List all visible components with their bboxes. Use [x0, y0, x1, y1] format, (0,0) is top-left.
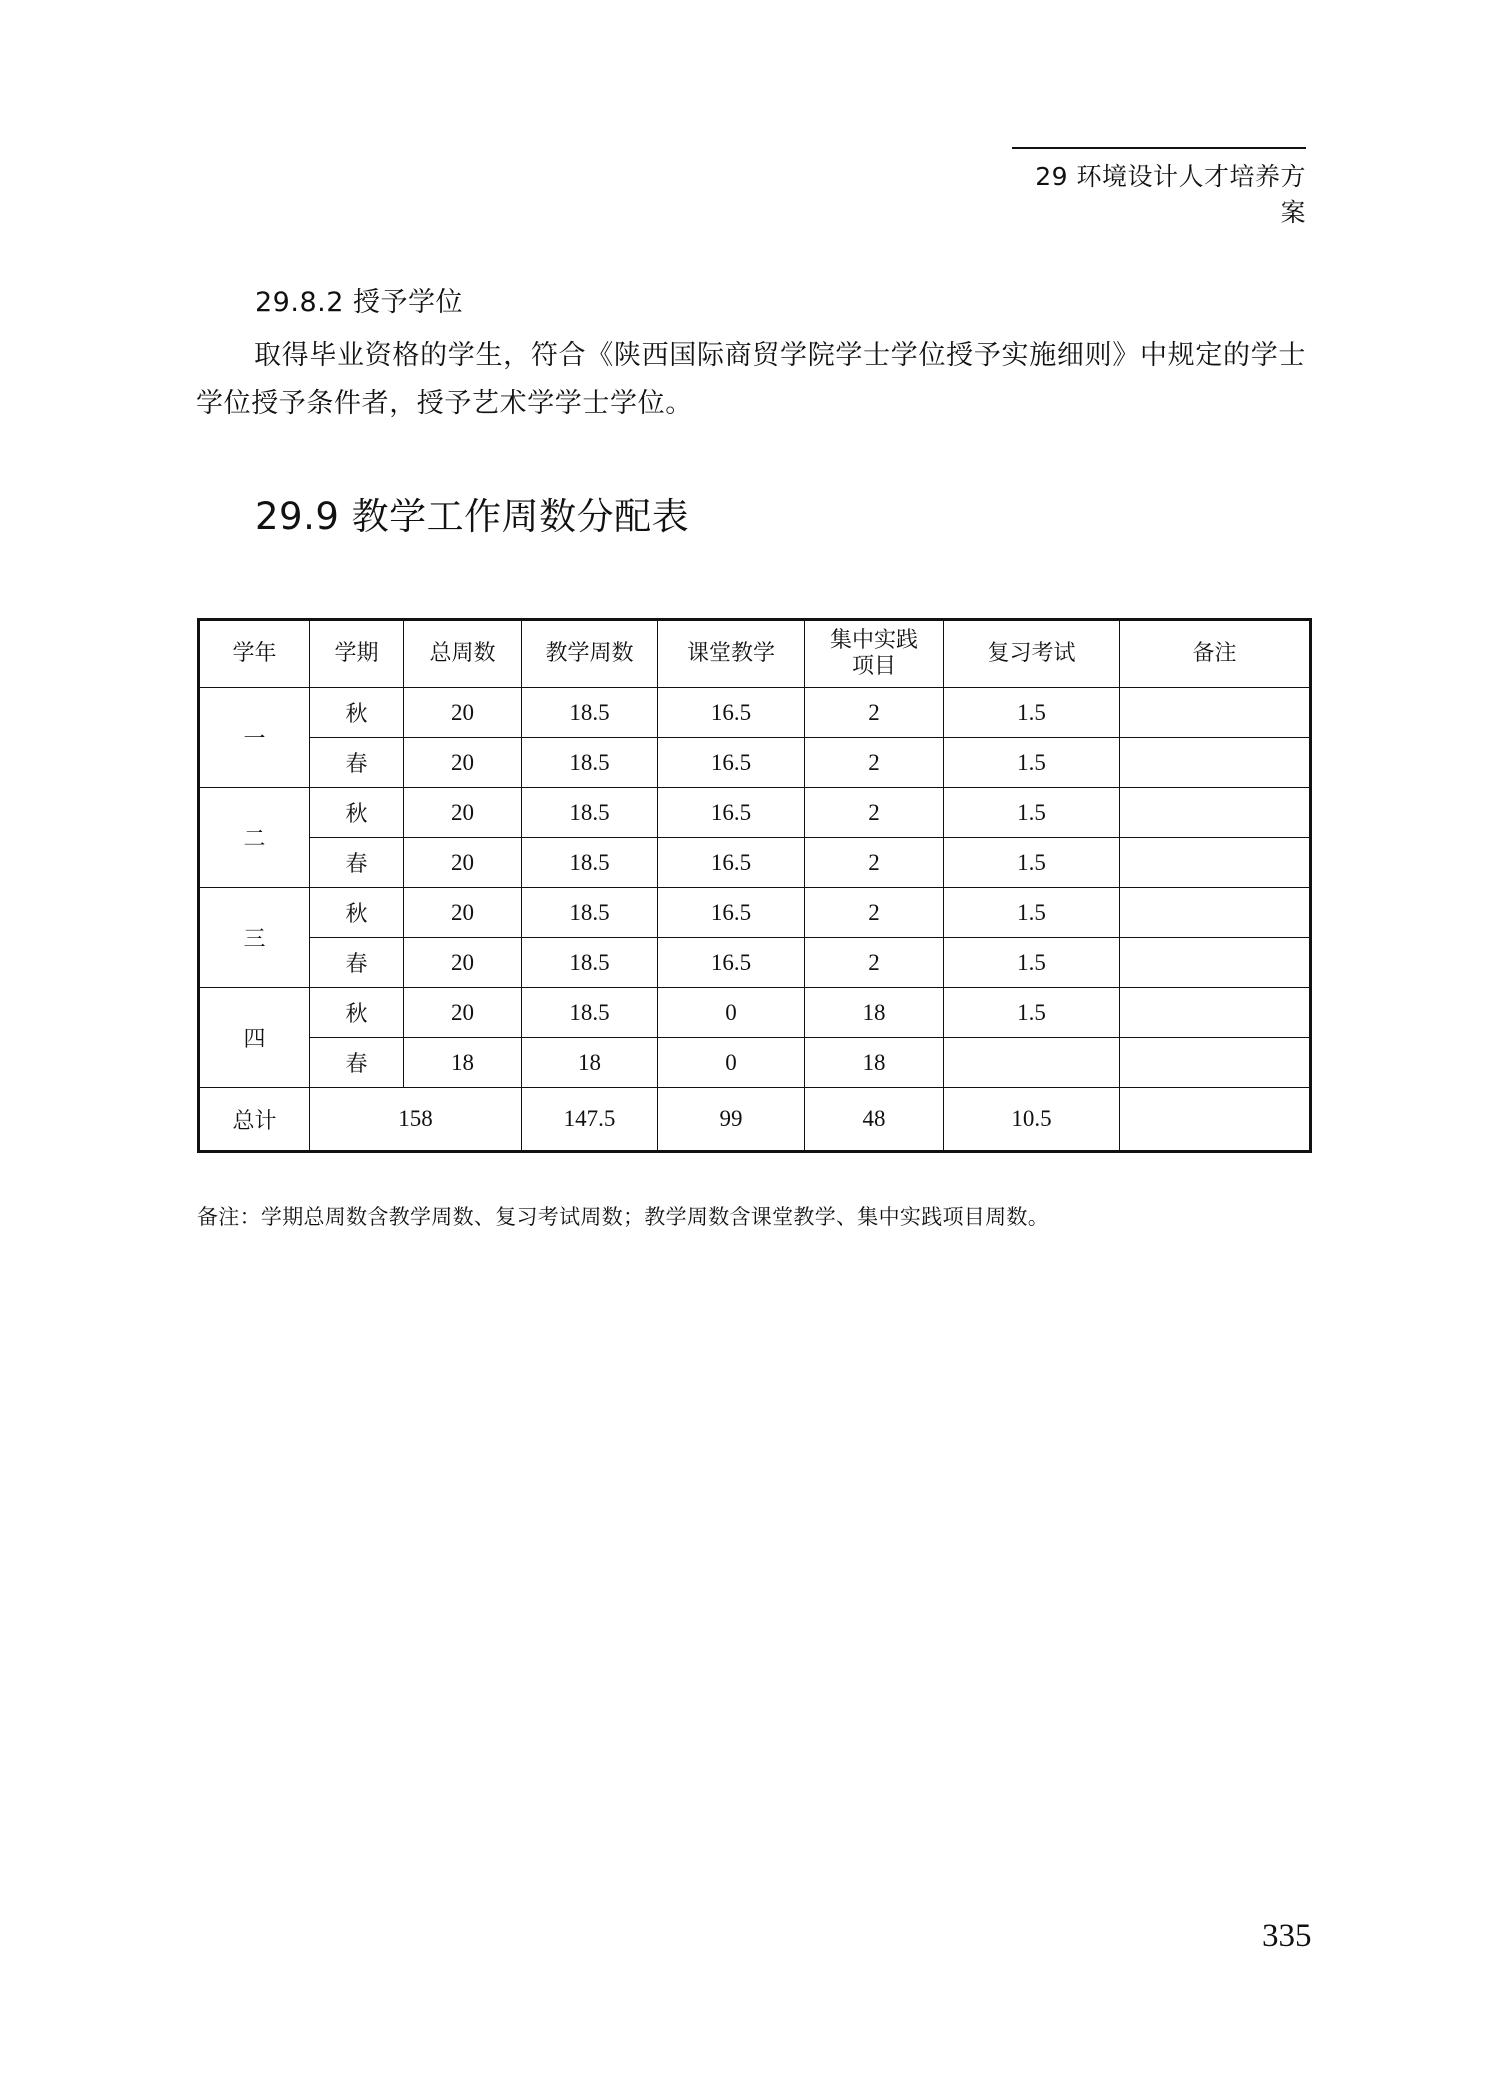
teaching-cell: 18.5 — [522, 988, 658, 1038]
total-cell: 20 — [404, 888, 522, 938]
table-row — [199, 938, 1311, 988]
teaching-cell: 18.5 — [522, 938, 658, 988]
practice-cell: 18 — [805, 1038, 944, 1088]
table-row — [199, 838, 1311, 888]
degree-paragraph: 取得毕业资格的学生，符合《陕西国际商贸学院学士学位授予实施细则》中规定的学士学位授予条件者，授予艺术学学士学位。 — [196, 340, 1306, 419]
term-cell: 春 — [310, 738, 404, 788]
teaching-cell: 18.5 — [522, 788, 658, 838]
total-cell: 20 — [404, 988, 522, 1038]
term-cell: 秋 — [310, 988, 404, 1038]
total-cell: 20 — [404, 838, 522, 888]
term-cell: 秋 — [310, 788, 404, 838]
classroom-cell: 16.5 — [658, 838, 805, 888]
review-cell: 1.5 — [944, 838, 1120, 888]
practice-cell: 2 — [805, 838, 944, 888]
teaching-cell: 18.5 — [522, 838, 658, 888]
year-cell: 三 — [199, 888, 310, 988]
practice-cell: 2 — [805, 938, 944, 988]
review-cell: 1.5 — [944, 738, 1120, 788]
total-cell: 18 — [404, 1038, 522, 1088]
note-cell — [1120, 1038, 1311, 1088]
review-cell: 1.5 — [944, 788, 1120, 838]
practice-cell: 2 — [805, 788, 944, 838]
note-sum — [1120, 1088, 1311, 1152]
review-cell: 1.5 — [944, 688, 1120, 738]
classroom-cell: 16.5 — [658, 938, 805, 988]
header-teaching-weeks: 教学周数 — [522, 620, 658, 688]
year-cell: 二 — [199, 788, 310, 888]
running-header-text: 29 环境设计人才培养方案 — [1035, 162, 1306, 227]
review-cell — [944, 1038, 1120, 1088]
year-cell: 一 — [199, 688, 310, 788]
header-year: 学年 — [199, 620, 310, 688]
teaching-cell: 18.5 — [522, 688, 658, 738]
total-cell: 20 — [404, 738, 522, 788]
term-cell: 秋 — [310, 688, 404, 738]
header-classroom: 课堂教学 — [658, 620, 805, 688]
total-label-cell: 总计 — [199, 1088, 310, 1152]
table-row — [199, 1038, 1311, 1088]
total-cell: 20 — [404, 788, 522, 838]
review-cell: 1.5 — [944, 938, 1120, 988]
header-practice — [805, 620, 944, 688]
table-footnote: 备注：学期总周数含教学周数、复习考试周数；教学周数含课堂教学、集中实践项目周数。 — [197, 1205, 1049, 1229]
term-cell: 秋 — [310, 888, 404, 938]
header-rule — [1012, 147, 1306, 149]
term-cell: 春 — [310, 838, 404, 888]
table-row — [199, 888, 1311, 938]
classroom-sum: 99 — [658, 1088, 805, 1152]
total-cell: 20 — [404, 688, 522, 738]
note-cell — [1120, 888, 1311, 938]
note-cell — [1120, 938, 1311, 988]
teaching-cell: 18.5 — [522, 888, 658, 938]
header-review-exam: 复习考试 — [944, 620, 1120, 688]
table-row — [199, 788, 1311, 838]
teaching-cell: 18 — [522, 1038, 658, 1088]
term-cell: 春 — [310, 938, 404, 988]
total-row — [199, 1088, 1311, 1152]
practice-cell: 2 — [805, 888, 944, 938]
year-cell: 四 — [199, 988, 310, 1088]
header-practice-line1: 集中实践 — [829, 628, 918, 653]
header-practice-line2: 项目 — [851, 654, 896, 679]
classroom-cell: 0 — [658, 1038, 805, 1088]
review-cell: 1.5 — [944, 988, 1120, 1038]
term-cell: 春 — [310, 1038, 404, 1088]
total-cell: 20 — [404, 938, 522, 988]
teaching-cell: 18.5 — [522, 738, 658, 788]
page-number: 335 — [1262, 1918, 1312, 1954]
classroom-cell: 16.5 — [658, 738, 805, 788]
classroom-cell: 16.5 — [658, 788, 805, 838]
practice-cell: 18 — [805, 988, 944, 1038]
table-header-row — [199, 620, 1311, 688]
note-cell — [1120, 988, 1311, 1038]
practice-sum: 48 — [805, 1088, 944, 1152]
table-row — [199, 988, 1311, 1038]
week-allocation-table — [197, 618, 1312, 1153]
note-cell — [1120, 788, 1311, 838]
running-header — [1012, 147, 1306, 229]
note-cell — [1120, 838, 1311, 888]
classroom-cell: 16.5 — [658, 888, 805, 938]
teaching-weeks-sum: 147.5 — [522, 1088, 658, 1152]
review-sum: 10.5 — [944, 1088, 1120, 1152]
review-cell: 1.5 — [944, 888, 1120, 938]
note-cell — [1120, 738, 1311, 788]
total-weeks-sum: 158 — [310, 1088, 522, 1152]
table-row — [199, 738, 1311, 788]
table-row — [199, 688, 1311, 738]
classroom-cell: 0 — [658, 988, 805, 1038]
header-note: 备注 — [1120, 620, 1311, 688]
practice-cell: 2 — [805, 738, 944, 788]
note-cell — [1120, 688, 1311, 738]
practice-cell: 2 — [805, 688, 944, 738]
header-total-weeks: 总周数 — [404, 620, 522, 688]
classroom-cell: 16.5 — [658, 688, 805, 738]
subsection-heading: 29.8.2 授予学位 — [255, 287, 463, 318]
header-term: 学期 — [310, 620, 404, 688]
section-title: 29.9 教学工作周数分配表 — [255, 495, 690, 538]
